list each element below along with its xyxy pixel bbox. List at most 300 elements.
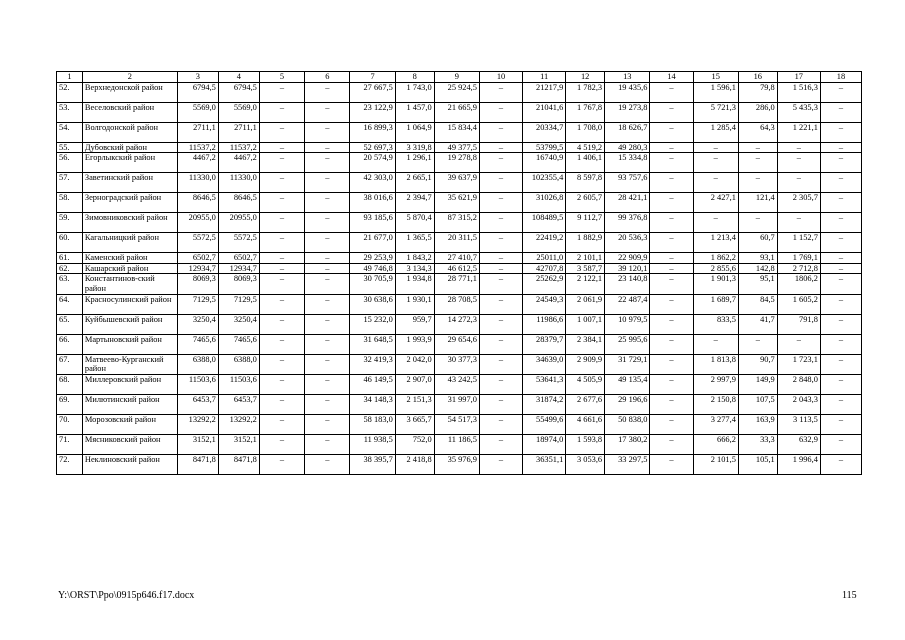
table-cell: 38 016,6 bbox=[350, 193, 395, 213]
table-cell: 149,9 bbox=[738, 374, 777, 394]
district-name: Милютинский район bbox=[82, 394, 177, 414]
column-header: 8 bbox=[395, 72, 434, 83]
row-number: 58. bbox=[57, 193, 83, 213]
table-cell: 23 140,8 bbox=[605, 274, 650, 294]
column-header: 14 bbox=[650, 72, 693, 83]
table-cell: 25 995,6 bbox=[605, 334, 650, 354]
table-cell: 4 661,6 bbox=[566, 414, 605, 434]
district-name: Куйбышевский район bbox=[82, 314, 177, 334]
table-cell: 50 838,0 bbox=[605, 414, 650, 434]
table-cell: 4 505,9 bbox=[566, 374, 605, 394]
table-cell: 1 708,0 bbox=[566, 122, 605, 142]
table-cell: – bbox=[650, 253, 693, 264]
table-cell: 107,5 bbox=[738, 394, 777, 414]
table-cell: 1 723,1 bbox=[777, 354, 820, 374]
table-cell: 3152,1 bbox=[218, 434, 259, 454]
row-number: 64. bbox=[57, 294, 83, 314]
table-cell: 1 064,9 bbox=[395, 122, 434, 142]
row-number: 69. bbox=[57, 394, 83, 414]
table-cell: – bbox=[259, 294, 304, 314]
table-cell: – bbox=[479, 213, 522, 233]
table-cell: – bbox=[820, 142, 861, 153]
district-name: Дубовский район bbox=[82, 142, 177, 153]
table-cell: 8646,5 bbox=[177, 193, 218, 213]
table-cell: 41,7 bbox=[738, 314, 777, 334]
table-cell: 1 862,2 bbox=[693, 253, 738, 264]
table-cell: – bbox=[820, 294, 861, 314]
row-number: 68. bbox=[57, 374, 83, 394]
table-cell: 2711,1 bbox=[218, 122, 259, 142]
table-cell: 666,2 bbox=[693, 434, 738, 454]
table-cell: – bbox=[479, 454, 522, 474]
table-cell: – bbox=[305, 193, 350, 213]
table-cell: – bbox=[650, 414, 693, 434]
table-cell: – bbox=[820, 434, 861, 454]
table-cell: – bbox=[259, 374, 304, 394]
table-cell: 9 112,7 bbox=[566, 213, 605, 233]
table-cell: 3152,1 bbox=[177, 434, 218, 454]
table-cell: 46 149,5 bbox=[350, 374, 395, 394]
table-cell: 29 196,6 bbox=[605, 394, 650, 414]
table-cell: 27 667,5 bbox=[350, 82, 395, 102]
table-cell: 32 419,3 bbox=[350, 354, 395, 374]
table-cell: 27 410,7 bbox=[434, 253, 479, 264]
table-cell: – bbox=[479, 274, 522, 294]
column-header: 12 bbox=[566, 72, 605, 83]
table-cell: 31 648,5 bbox=[350, 334, 395, 354]
district-name: Миллеровский район bbox=[82, 374, 177, 394]
table-cell: 6794,5 bbox=[177, 82, 218, 102]
table-cell: – bbox=[305, 263, 350, 274]
table-cell: 2 909,9 bbox=[566, 354, 605, 374]
table-cell: – bbox=[259, 153, 304, 173]
table-cell: 6388,0 bbox=[218, 354, 259, 374]
table-cell: 7129,5 bbox=[218, 294, 259, 314]
table-cell: 39 637,9 bbox=[434, 173, 479, 193]
row-number: 71. bbox=[57, 434, 83, 454]
table-cell: 5 870,4 bbox=[395, 213, 434, 233]
table-cell: 1 882,9 bbox=[566, 233, 605, 253]
table-cell: – bbox=[305, 294, 350, 314]
table-cell: 2 042,0 bbox=[395, 354, 434, 374]
table-cell: 30 638,6 bbox=[350, 294, 395, 314]
table-cell: 79,8 bbox=[738, 82, 777, 102]
table-cell: 15 334,8 bbox=[605, 153, 650, 173]
row-number: 53. bbox=[57, 102, 83, 122]
table-cell: 6794,5 bbox=[218, 82, 259, 102]
row-number: 57. bbox=[57, 173, 83, 193]
table-cell: 49 280,3 bbox=[605, 142, 650, 153]
table-cell: 286,0 bbox=[738, 102, 777, 122]
row-number: 61. bbox=[57, 253, 83, 264]
table-cell: 28379,7 bbox=[523, 334, 566, 354]
table-row bbox=[57, 173, 862, 193]
table-cell: – bbox=[650, 122, 693, 142]
table-cell: 1806,2 bbox=[777, 274, 820, 294]
column-header: 4 bbox=[218, 72, 259, 83]
table-cell: 163,9 bbox=[738, 414, 777, 434]
table-cell: – bbox=[479, 354, 522, 374]
table-cell: 13292,2 bbox=[218, 414, 259, 434]
table-cell: – bbox=[738, 334, 777, 354]
table-cell: 1 605,2 bbox=[777, 294, 820, 314]
row-number: 63. bbox=[57, 274, 83, 294]
table-row bbox=[57, 454, 862, 474]
table-cell: 8471,8 bbox=[218, 454, 259, 474]
table-cell: – bbox=[650, 82, 693, 102]
table-cell: – bbox=[820, 334, 861, 354]
table-cell: 1 406,1 bbox=[566, 153, 605, 173]
table-row bbox=[57, 102, 862, 122]
table-cell: 1 593,8 bbox=[566, 434, 605, 454]
table-cell: – bbox=[820, 153, 861, 173]
table-cell: 1 934,8 bbox=[395, 274, 434, 294]
table-cell: 5569,0 bbox=[218, 102, 259, 122]
table-cell: 2 907,0 bbox=[395, 374, 434, 394]
table-cell: 49 377,5 bbox=[434, 142, 479, 153]
table-cell: 23 122,9 bbox=[350, 102, 395, 122]
table-cell: – bbox=[479, 414, 522, 434]
table-cell: – bbox=[479, 374, 522, 394]
table-cell: – bbox=[650, 193, 693, 213]
table-cell: – bbox=[259, 213, 304, 233]
table-cell: 12934,7 bbox=[177, 263, 218, 274]
table-cell: – bbox=[479, 193, 522, 213]
table-cell: – bbox=[259, 122, 304, 142]
table-cell: 2 061,9 bbox=[566, 294, 605, 314]
district-name: Каменский район bbox=[82, 253, 177, 264]
table-cell: 35 621,9 bbox=[434, 193, 479, 213]
table-cell: – bbox=[738, 173, 777, 193]
table-cell: 2 427,1 bbox=[693, 193, 738, 213]
table-cell: – bbox=[650, 314, 693, 334]
table-cell: 6453,7 bbox=[218, 394, 259, 414]
row-number: 59. bbox=[57, 213, 83, 233]
table-cell: – bbox=[259, 263, 304, 274]
table-cell: 28 421,1 bbox=[605, 193, 650, 213]
table-cell: 4 519,2 bbox=[566, 142, 605, 153]
table-cell: 2 665,1 bbox=[395, 173, 434, 193]
table-row bbox=[57, 394, 862, 414]
table-cell: 3 134,3 bbox=[395, 263, 434, 274]
table-cell: – bbox=[693, 213, 738, 233]
column-header: 2 bbox=[82, 72, 177, 83]
table-cell: 105,1 bbox=[738, 454, 777, 474]
table-cell: 1 596,1 bbox=[693, 82, 738, 102]
table-cell: 3 277,4 bbox=[693, 414, 738, 434]
table-cell: – bbox=[650, 454, 693, 474]
table-cell: 31026,8 bbox=[523, 193, 566, 213]
row-number: 60. bbox=[57, 233, 83, 253]
district-name: Неклиновский район bbox=[82, 454, 177, 474]
table-cell: 2 122,1 bbox=[566, 274, 605, 294]
table-cell: – bbox=[650, 274, 693, 294]
district-name: Мясниковский район bbox=[82, 434, 177, 454]
table-cell: – bbox=[820, 253, 861, 264]
table-cell: 18974,0 bbox=[523, 434, 566, 454]
table-cell: – bbox=[479, 263, 522, 274]
table-cell: 8646,5 bbox=[218, 193, 259, 213]
table-cell: 2 101,5 bbox=[693, 454, 738, 474]
table-cell: 28 708,5 bbox=[434, 294, 479, 314]
table-cell: 20 574,9 bbox=[350, 153, 395, 173]
table-cell: 49 746,8 bbox=[350, 263, 395, 274]
table-cell: – bbox=[259, 354, 304, 374]
table-cell: 791,8 bbox=[777, 314, 820, 334]
table-cell: – bbox=[650, 233, 693, 253]
table-cell: 108489,5 bbox=[523, 213, 566, 233]
table-cell: – bbox=[305, 142, 350, 153]
table-cell: 30 377,3 bbox=[434, 354, 479, 374]
district-name: Волгодонской район bbox=[82, 122, 177, 142]
district-name: Егорлыкский район bbox=[82, 153, 177, 173]
table-cell: 1 285,4 bbox=[693, 122, 738, 142]
column-header: 6 bbox=[305, 72, 350, 83]
table-cell: 5572,5 bbox=[218, 233, 259, 253]
table-cell: 3250,4 bbox=[177, 314, 218, 334]
table-cell: – bbox=[820, 122, 861, 142]
table-cell: 1 365,5 bbox=[395, 233, 434, 253]
table-cell: 6453,7 bbox=[177, 394, 218, 414]
table-cell: 4467,2 bbox=[177, 153, 218, 173]
table-cell: 2 150,8 bbox=[693, 394, 738, 414]
table-cell: 22 909,9 bbox=[605, 253, 650, 264]
table-cell: – bbox=[305, 233, 350, 253]
table-cell: – bbox=[305, 314, 350, 334]
row-number: 52. bbox=[57, 82, 83, 102]
table-cell: – bbox=[777, 213, 820, 233]
table-cell: 11330,0 bbox=[218, 173, 259, 193]
table-cell: – bbox=[479, 122, 522, 142]
table-cell: 2 394,7 bbox=[395, 193, 434, 213]
table-cell: 6502,7 bbox=[177, 253, 218, 264]
table-row bbox=[57, 233, 862, 253]
table-cell: 25262,9 bbox=[523, 274, 566, 294]
table-cell: – bbox=[259, 414, 304, 434]
table-cell: 15 232,0 bbox=[350, 314, 395, 334]
table-cell: 33,3 bbox=[738, 434, 777, 454]
table-cell: – bbox=[305, 334, 350, 354]
row-number: 66. bbox=[57, 334, 83, 354]
table-cell: – bbox=[650, 374, 693, 394]
table-cell: 632,9 bbox=[777, 434, 820, 454]
table-cell: 1 457,0 bbox=[395, 102, 434, 122]
table-cell: 11 186,5 bbox=[434, 434, 479, 454]
footer-file-path: Y:\ORST\Ppo\0915p646.f17.docx bbox=[58, 590, 195, 601]
table-cell: 31 729,1 bbox=[605, 354, 650, 374]
table-cell: 2 712,8 bbox=[777, 263, 820, 274]
document-table-container bbox=[56, 71, 862, 475]
table-cell: – bbox=[820, 414, 861, 434]
table-cell: 19 278,8 bbox=[434, 153, 479, 173]
table-cell: 21 677,0 bbox=[350, 233, 395, 253]
district-name: Зерноградский район bbox=[82, 193, 177, 213]
table-cell: 1 930,1 bbox=[395, 294, 434, 314]
table-cell: 16 899,3 bbox=[350, 122, 395, 142]
table-cell: 31874,2 bbox=[523, 394, 566, 414]
table-cell: – bbox=[650, 173, 693, 193]
table-cell: 49 135,4 bbox=[605, 374, 650, 394]
table-cell: 43 242,5 bbox=[434, 374, 479, 394]
table-cell: – bbox=[305, 274, 350, 294]
table-cell: 2711,1 bbox=[177, 122, 218, 142]
table-cell: 11330,0 bbox=[177, 173, 218, 193]
table-cell: – bbox=[479, 253, 522, 264]
table-cell: 13292,2 bbox=[177, 414, 218, 434]
table-cell: – bbox=[738, 142, 777, 153]
table-cell: 30 705,9 bbox=[350, 274, 395, 294]
table-cell: – bbox=[693, 153, 738, 173]
table-cell: 3 053,6 bbox=[566, 454, 605, 474]
table-cell: 28 771,1 bbox=[434, 274, 479, 294]
district-name: Константинов-ский район bbox=[82, 274, 177, 294]
column-header: 1 bbox=[57, 72, 83, 83]
column-header: 11 bbox=[523, 72, 566, 83]
table-cell: 833,5 bbox=[693, 314, 738, 334]
table-cell: – bbox=[820, 394, 861, 414]
table-cell: 7465,6 bbox=[177, 334, 218, 354]
table-cell: 2 848,0 bbox=[777, 374, 820, 394]
column-header: 9 bbox=[434, 72, 479, 83]
district-name: Зимовниковский район bbox=[82, 213, 177, 233]
table-cell: 93 185,6 bbox=[350, 213, 395, 233]
table-cell: – bbox=[305, 414, 350, 434]
table-cell: 34 148,3 bbox=[350, 394, 395, 414]
table-row bbox=[57, 213, 862, 233]
table-cell: – bbox=[738, 153, 777, 173]
table-cell: 11986,6 bbox=[523, 314, 566, 334]
table-row bbox=[57, 274, 862, 294]
table-cell: 19 435,6 bbox=[605, 82, 650, 102]
table-cell: 1 782,3 bbox=[566, 82, 605, 102]
table-row bbox=[57, 82, 862, 102]
table-row bbox=[57, 253, 862, 264]
table-cell: 19 273,8 bbox=[605, 102, 650, 122]
table-row bbox=[57, 122, 862, 142]
table-cell: – bbox=[479, 102, 522, 122]
column-header: 16 bbox=[738, 72, 777, 83]
table-cell: 1 152,7 bbox=[777, 233, 820, 253]
table-cell: 22419,2 bbox=[523, 233, 566, 253]
table-cell: 21041,6 bbox=[523, 102, 566, 122]
table-cell: – bbox=[777, 334, 820, 354]
table-cell: – bbox=[820, 233, 861, 253]
table-cell: – bbox=[650, 434, 693, 454]
table-cell: 121,4 bbox=[738, 193, 777, 213]
table-cell: 52 697,3 bbox=[350, 142, 395, 153]
table-cell: 5 435,3 bbox=[777, 102, 820, 122]
table-cell: 20 311,5 bbox=[434, 233, 479, 253]
table-cell: – bbox=[650, 142, 693, 153]
table-cell: – bbox=[738, 213, 777, 233]
table-cell: – bbox=[259, 142, 304, 153]
table-cell: 29 253,9 bbox=[350, 253, 395, 264]
table-cell: – bbox=[777, 153, 820, 173]
table-cell: 22 487,4 bbox=[605, 294, 650, 314]
table-cell: 1 743,0 bbox=[395, 82, 434, 102]
table-cell: 2 677,6 bbox=[566, 394, 605, 414]
district-name: Верхнедонской район bbox=[82, 82, 177, 102]
table-cell: 2 605,7 bbox=[566, 193, 605, 213]
table-row bbox=[57, 434, 862, 454]
table-cell: – bbox=[305, 374, 350, 394]
table-cell: 2 418,8 bbox=[395, 454, 434, 474]
table-cell: 64,3 bbox=[738, 122, 777, 142]
table-cell: – bbox=[479, 153, 522, 173]
table-cell: 39 120,1 bbox=[605, 263, 650, 274]
table-cell: 58 183,0 bbox=[350, 414, 395, 434]
table-cell: 31 997,0 bbox=[434, 394, 479, 414]
table-cell: – bbox=[305, 122, 350, 142]
table-cell: – bbox=[479, 82, 522, 102]
district-name: Мартыновский район bbox=[82, 334, 177, 354]
table-row bbox=[57, 334, 862, 354]
table-cell: 60,7 bbox=[738, 233, 777, 253]
table-cell: – bbox=[259, 102, 304, 122]
table-cell: – bbox=[259, 314, 304, 334]
table-cell: 15 834,4 bbox=[434, 122, 479, 142]
table-cell: – bbox=[259, 434, 304, 454]
table-cell: 12934,7 bbox=[218, 263, 259, 274]
table-cell: – bbox=[259, 233, 304, 253]
table-cell: 34639,0 bbox=[523, 354, 566, 374]
table-cell: 11503,6 bbox=[218, 374, 259, 394]
table-cell: – bbox=[650, 354, 693, 374]
table-cell: – bbox=[820, 193, 861, 213]
column-header: 5 bbox=[259, 72, 304, 83]
table-cell: 142,8 bbox=[738, 263, 777, 274]
table-cell: – bbox=[820, 173, 861, 193]
table-cell: 3 665,7 bbox=[395, 414, 434, 434]
table-cell: – bbox=[693, 334, 738, 354]
table-cell: – bbox=[693, 142, 738, 153]
table-cell: – bbox=[693, 173, 738, 193]
table-cell: – bbox=[259, 274, 304, 294]
page-number: 115 bbox=[842, 590, 857, 601]
table-cell: – bbox=[650, 394, 693, 414]
table-cell: 84,5 bbox=[738, 294, 777, 314]
table-cell: – bbox=[259, 334, 304, 354]
table-header-row bbox=[57, 72, 862, 83]
table-cell: – bbox=[650, 263, 693, 274]
table-cell: – bbox=[777, 173, 820, 193]
column-header: 15 bbox=[693, 72, 738, 83]
table-cell: 11537,2 bbox=[218, 142, 259, 153]
table-cell: 5569,0 bbox=[177, 102, 218, 122]
table-cell: 1 213,4 bbox=[693, 233, 738, 253]
row-number: 62. bbox=[57, 263, 83, 274]
table-cell: 1 516,3 bbox=[777, 82, 820, 102]
row-number: 54. bbox=[57, 122, 83, 142]
row-number: 72. bbox=[57, 454, 83, 474]
table-cell: 2 384,1 bbox=[566, 334, 605, 354]
table-cell: 3 587,7 bbox=[566, 263, 605, 274]
table-cell: – bbox=[479, 334, 522, 354]
table-cell: 42707,8 bbox=[523, 263, 566, 274]
table-cell: 90,7 bbox=[738, 354, 777, 374]
table-cell: 1 843,2 bbox=[395, 253, 434, 264]
table-cell: 8069,3 bbox=[218, 274, 259, 294]
table-cell: – bbox=[259, 193, 304, 213]
table-cell: 21 665,9 bbox=[434, 102, 479, 122]
table-cell: 2 855,6 bbox=[693, 263, 738, 274]
table-cell: 3 113,5 bbox=[777, 414, 820, 434]
table-cell: – bbox=[305, 153, 350, 173]
table-cell: – bbox=[259, 394, 304, 414]
table-cell: 8069,3 bbox=[177, 274, 218, 294]
table-cell: 11503,6 bbox=[177, 374, 218, 394]
table-cell: 17 380,2 bbox=[605, 434, 650, 454]
